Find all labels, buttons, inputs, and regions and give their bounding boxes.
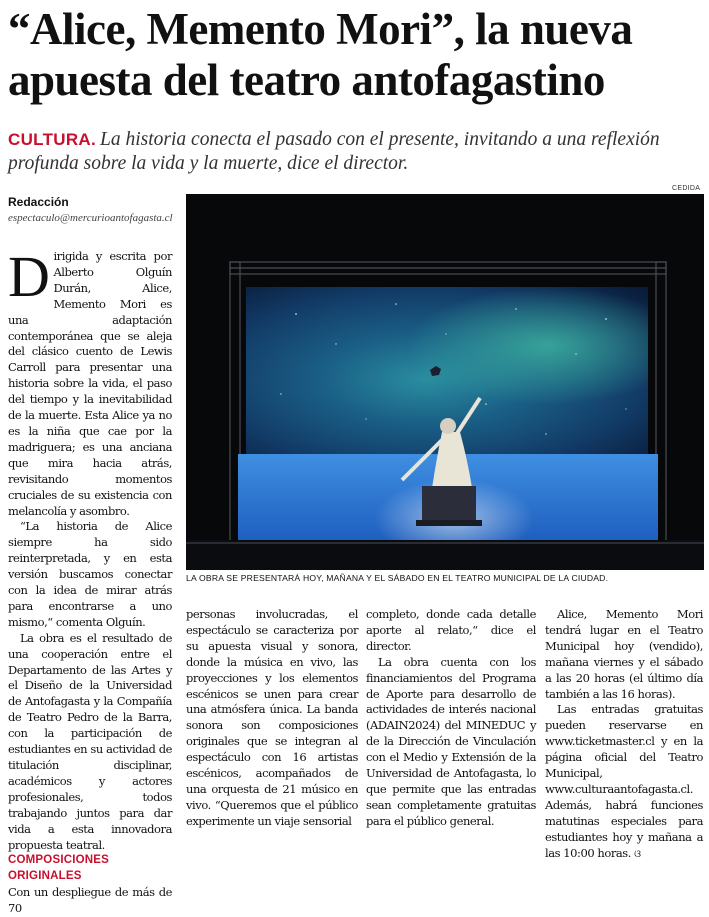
- paragraph-7: Alice, Memento Mori tendrá lugar en el Teatro Municipal hoy (vendido), mañana viernes y el sábado a las 20 horas (el último día también a las 16 horas).: [545, 607, 703, 701]
- byline: Redacción: [8, 195, 69, 209]
- paragraph-4-start: Con un despliegue de más de 70: [8, 885, 172, 916]
- stage-photo-illustration: [186, 194, 704, 570]
- subheadline: [8, 128, 703, 176]
- paragraph-2: “La historia de Alice siempre ha sido reinterpretada, y en esta versión buscamos conectar con la idea de mirar atrás para encontrarse a uno mismo,“ comenta Olguín.: [8, 519, 172, 629]
- article-column-4: [545, 607, 703, 863]
- end-mark-icon: ଓ: [634, 848, 641, 860]
- subheadline-text: La historia conecta el pasado con el presente, invitando a una reflexión profunda sobre la vida y la muerte, dice el director.: [8, 129, 660, 174]
- headline: “Alice, Memento Mori”, la nueva apuesta del teatro antofagastino: [8, 4, 633, 105]
- author-email: espectaculo@mercurioantofagasta.cl: [8, 212, 173, 224]
- paragraph-3: La obra es el resultado de una cooperación entre el Departamento de las Artes y el Diseño de la Universidad de Antofagasta y la Compañía de Teatro Pedro de la Barra, con la participación de estudiantes en su actividad de titulación disciplinar, académicos y actores profesionales, todos trabajando juntos para dar vida a esta innovadora propuesta teatral.: [8, 630, 172, 852]
- paragraph-1: Dirigida y escrita por Alberto Olguín Durán, Alice, Memento Mori es una adaptación contemporánea que se aleja del clásico cuento de Lewis Carroll para presentar una historia sobre la vida, el paso del tiempo y la inevitabilidad de la muerte. Esta Alice ya no es la niña que cae por la madriguera; es una anciana que mira hacia atrás, revisitando momentos cruciales de su existencia con melancolía y asombro.: [8, 244, 172, 518]
- paragraph-4-cont: personas involucradas, el espectáculo se caracteriza por su apuesta visual y sonora, donde la música en vivo, las proyecciones y los elementos escénicos se unen para crear una atmósfera única. La banda sonora son composiciones originales que se integran al espectáculo con 16 artistas escénicos, acompañados de una orquesta de 21 músico en vivo. “Queremos que el público experimente un viaje sensorial: [186, 607, 358, 828]
- paragraph-6: La obra cuenta con los financiamientos del Programa de Aporte para desarrollo de actividades de interés nacional (ADAIN2024) del MINEDUC y de la Dirección de Vinculación con el Medio y Extensión de la Universidad de Antofagasta, lo que permite que las entradas sean completamente gratuitas para el público general.: [366, 654, 536, 828]
- article-column-3: [366, 607, 536, 830]
- article-column-2: [186, 607, 358, 830]
- photo-credit: CEDIDA: [672, 185, 701, 192]
- drop-cap: D: [8, 244, 50, 309]
- section-kicker: CULTURA.: [8, 130, 97, 149]
- paragraph-5: completo, donde cada detalle aporte al relato,“ dice el director.: [366, 607, 536, 653]
- paragraph-8: Las entradas gratuitas pueden reservarse en www.ticketmaster.cl y en la página oficial del Teatro Municipal, www.culturaantofagasta.cl. Además, habrá funciones matutinas especiales para estudiantes hoy y mañana a las 10:00 horas. ଓ: [545, 702, 703, 860]
- article-column-1: [8, 244, 172, 917]
- section-heading: COMPOSICIONES ORIGINALES: [8, 854, 110, 883]
- stage-photo: [186, 194, 704, 570]
- photo-caption: LA OBRA SE PRESENTARÁ HOY, MAÑANA Y EL SÁBADO EN EL TEATRO MUNICIPAL DE LA CIUDAD.: [186, 573, 609, 583]
